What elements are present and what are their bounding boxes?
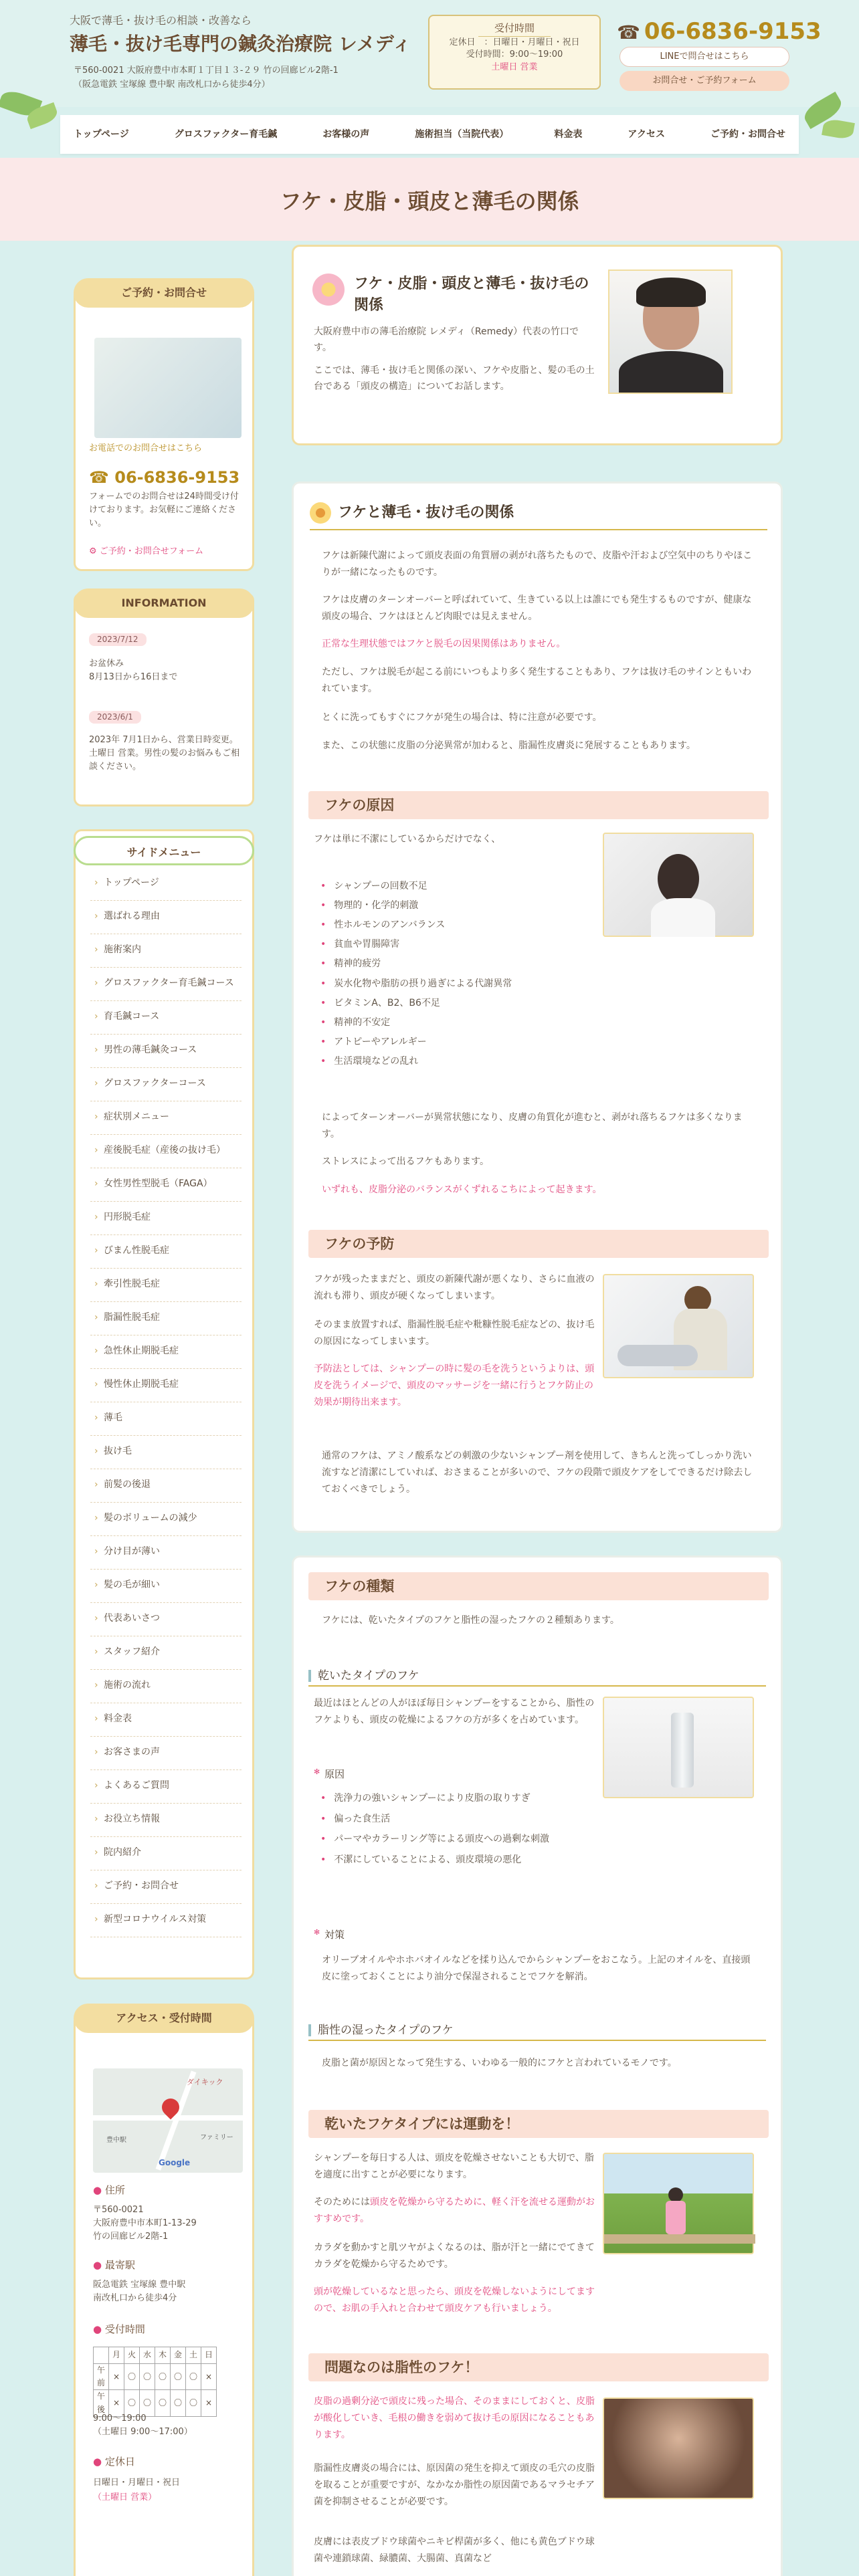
list-item: • パーマやカラーリング等による頭皮への過剰な刺激 xyxy=(320,1831,581,1848)
section-dandruff xyxy=(292,481,783,1533)
sidebar-menu-item[interactable]: › 代表あいさつ xyxy=(90,1603,242,1636)
info-text[interactable]: 2023年 7月1日から、営業日時変更。土曜日 営業。男性の髪のお悩みもご相談ください。 xyxy=(89,735,240,772)
body-text: また、この状態に皮脂の分泌異常が加わると、脂漏性皮膚炎に発展することもあります。 xyxy=(322,740,696,751)
contact-form-link[interactable] xyxy=(89,545,203,558)
schedule-cell: 日 xyxy=(201,2347,217,2364)
hours-time: 受付時間：9:00～19:00 xyxy=(466,49,563,60)
schedule-cell: × xyxy=(109,2390,124,2416)
path-shape xyxy=(604,2234,755,2244)
reception-photo xyxy=(94,338,242,438)
sidebar-contact-title: ご予約・お問合せ xyxy=(74,278,254,308)
sidebar-address: 〒560-0021 大阪府豊中市本町1-13-29 竹の回廊ビル2階-1 xyxy=(93,2205,197,2242)
list-item: • 精神的不安定 xyxy=(320,1013,512,1033)
sidebar-menu-title: サイドメニュー xyxy=(74,836,254,865)
cause-heading: ✻ 原因 xyxy=(314,1766,345,1782)
body-text xyxy=(314,2194,595,2228)
sidebar-menu-item[interactable]: › トップページ xyxy=(90,867,242,901)
shoulder-shape xyxy=(619,351,723,393)
list-item: • 不潔にしていることによる、頭皮環境の悪化 xyxy=(320,1852,581,1868)
intro-title: フケ・皮脂・頭皮と薄毛・抜け毛の関係 xyxy=(354,276,589,314)
sidebar-phone[interactable] xyxy=(89,465,240,490)
info-item xyxy=(89,633,147,647)
list-item: • 物理的・化学的刺激 xyxy=(320,896,512,916)
sidebar-menu-item[interactable]: › 選ばれる理由 xyxy=(90,901,242,934)
sidebar-menu-item[interactable]: › 施術の流れ xyxy=(90,1670,242,1703)
schedule-cell: 〇 xyxy=(124,2364,140,2390)
sidebar-menu-item[interactable]: › 新型コロナウイルス対策 xyxy=(90,1904,242,1937)
map-google-logo: Google xyxy=(159,2158,191,2167)
schedule-cell: 〇 xyxy=(140,2364,155,2390)
sidebar-contact-box xyxy=(74,288,254,571)
body-text: とくに洗ってもすぐにフケが発生の場合は、特に注意が必要です。 xyxy=(322,712,602,723)
subsection-title: 乾いたフケタイプには運動を！ xyxy=(308,2110,769,2138)
map-label: 豊中駅 xyxy=(106,2137,126,2144)
station-heading xyxy=(93,2257,135,2273)
sidebar-phone-number: 06-6836-9153 xyxy=(114,468,240,487)
list-item: • 炭水化物や脂肪の摂り過ぎによる代謝異常 xyxy=(320,974,512,994)
subsection-title: 問題なのは脂性のフケ！ xyxy=(308,2353,769,2381)
schedule-header-row xyxy=(94,2347,217,2364)
body-text: 通常のフケは、アミノ酸系などの刺激の少ないシャンプー剤を使用して、きちんと洗ってしっかり洗い流すなど清潔にしていれば、おさまることが多いので、フケの段階で頭皮ケアをしてできるだけ除去しておくべきでしょう。 xyxy=(322,1451,753,1495)
body-text: フケには、乾いたタイプのフケと脂性の湿ったフケの２種類あります。 xyxy=(322,1615,619,1626)
address-heading xyxy=(93,2182,125,2198)
sidebar-menu-item[interactable]: › スタッフ紹介 xyxy=(90,1636,242,1670)
woman-photo xyxy=(603,833,754,937)
schedule-cell: 〇 xyxy=(186,2364,201,2390)
schedule-cell: 午後 xyxy=(94,2390,109,2416)
list-item: • ビタミンA、B2、B6不足 xyxy=(320,994,512,1013)
highlight-text: 正常な生理状態ではフケと脱毛の因果関係はありません。 xyxy=(322,639,566,649)
sidebar-menu-item[interactable]: › お客さまの声 xyxy=(90,1737,242,1770)
phone-icon: ☎ xyxy=(617,21,640,43)
schedule-cell: 木 xyxy=(155,2347,171,2364)
highlight-text: 頭が乾燥しているなと思ったら、頭皮を乾燥しないようにしてますので、お肌の手入れと合わせて頭皮ケアも行いましょう。 xyxy=(314,2286,595,2315)
header-phone-number: 06-6836-9153 xyxy=(644,18,822,45)
list-item: • 偏った食生活 xyxy=(320,1811,581,1828)
site-header xyxy=(0,0,859,107)
divider xyxy=(310,529,767,530)
sidebar-menu-box xyxy=(74,829,254,1979)
schedule-cell xyxy=(94,2347,109,2364)
hours-note: 土曜日 営業 xyxy=(491,62,538,73)
map-label: ダイキック xyxy=(187,2078,223,2086)
nav-item-growth-factor[interactable]: グロスファクター育毛鍼 xyxy=(174,128,278,140)
contact-form-link-label: ご予約・お問合せフォーム xyxy=(99,546,204,556)
subsection-title: フケの原因 xyxy=(308,791,769,819)
contact-form-button[interactable]: お問合せ・ご予約フォーム xyxy=(619,71,789,91)
closed-heading-label: 定休日 xyxy=(104,2456,135,2468)
body-text: フケは新陳代謝によって頭皮表面の角質層の剥がれ落ちたもので、皮脂や汗および空気中のちりやほこりが一緒になったものです。 xyxy=(322,550,753,578)
representative-photo xyxy=(608,270,733,394)
sidebar-menu-item[interactable]: › 髪のボリュームの減少 xyxy=(90,1503,242,1536)
contact-note: フォームでのお問合せは24時間受け付けております。お気軽にご連絡ください。 xyxy=(89,492,239,529)
highlight-text: いずれも、皮脂分泌のバランスがくずれるこちによって起きます。 xyxy=(322,1184,602,1195)
body-text: 最近はほとんどの人がほぼ毎日シャンプーをすることから、脂性のフケよりも、頭皮の乾燥によるフケの方が多くを占めています。 xyxy=(314,1698,595,1726)
hours-closed: 定休日 ：日曜日・月曜日・祝日 xyxy=(449,37,580,47)
body-text: 皮膚には表皮ブドウ球菌やニキビ桿菌が多く、他にも黄色ブドウ球菌や連鎖球菌、緑膿菌、大腸菌、真菌など xyxy=(314,2537,595,2565)
intro-text: 大阪府豊中市の薄毛治療院 レメディ（Remedy）代表の竹口です。 xyxy=(314,326,579,353)
sidebar-menu-item[interactable]: › お役立ち情報 xyxy=(90,1804,242,1837)
sidebar-menu-item[interactable]: › 育毛鍼コース xyxy=(90,1001,242,1035)
sidebar-info-box xyxy=(74,593,254,807)
body-text: ただし、フケは脱毛が起こる前にいつもより多く発生することもあり、フケは抜け毛のサインともいわれています。 xyxy=(322,667,752,695)
jogging-photo xyxy=(603,2153,754,2254)
body-text: フケは単に不潔にしているからだけでなく、 xyxy=(314,834,501,845)
list-item: • 生活環境などの乱れ xyxy=(320,1052,512,1071)
schedule-cell: 〇 xyxy=(171,2390,186,2416)
sidebar-menu-item[interactable]: › 円形脱毛症 xyxy=(90,1202,242,1235)
sidebar-menu-item[interactable]: › よくあるご質問 xyxy=(90,1770,242,1804)
sidebar-hours: 9:00～19:00 （土曜日 9:00～17:00） xyxy=(93,2413,193,2438)
body-text: カラダを動かすと肌ツヤがよくなるのは、脂が汗と一緒にでてきてカラダを乾燥から守るためです。 xyxy=(314,2242,595,2270)
hair-shape xyxy=(658,854,699,903)
flower-icon xyxy=(310,502,331,524)
schedule-cell: × xyxy=(201,2390,217,2416)
station-heading-label: 最寄駅 xyxy=(104,2259,135,2271)
dry-cause-list xyxy=(320,1790,581,1868)
map-label: ファミリー xyxy=(200,2134,233,2141)
section-title: フケの種類 xyxy=(308,1572,769,1600)
intro-card xyxy=(292,245,783,445)
list-item: • シャンプーの回数不足 xyxy=(320,877,512,896)
highlight-text: 皮脂の過剰分泌で頭皮に残った場合、そのままにしておくと、皮脂が酸化していき、毛根の働きを弱めて抜け毛の原因になることもあります。 xyxy=(314,2396,595,2441)
section-dandruff-types xyxy=(292,1555,783,2576)
sidebar-menu-item[interactable]: › 分け目が薄い xyxy=(90,1536,242,1570)
head-shape xyxy=(668,2187,683,2202)
body-text: によってターンオーバーが異常状態になり、皮膚の角質化が進むと、剥がれ落ちるフケは多くなります。 xyxy=(322,1112,743,1140)
highlight-text: 予防法としては、シャンプーの時に髪の毛を洗うというよりは、頭皮を洗うイメージで、頭皮のマッサージを一緒に行うとフケ防止の効果が期待出来ます。 xyxy=(314,1364,595,1408)
sidebar-access-box xyxy=(74,2013,254,2576)
schedule-cell: 〇 xyxy=(171,2364,186,2390)
body-text: 皮脂と菌が原因となって発生する、いわゆる一般的にフケと言われているモノです。 xyxy=(322,2058,677,2068)
nav-item-top[interactable]: トップページ xyxy=(74,128,129,140)
hair-shape xyxy=(636,278,706,307)
nav-item-staff[interactable]: 施術担当（当院代表） xyxy=(415,128,509,140)
nav-item-contact[interactable]: ご予約・お問合せ xyxy=(710,128,785,140)
body-text: そのまま放置すれば、脂漏性脱毛症や粃糠性脱毛症などの、抜け毛の原因になってしまいます。 xyxy=(314,1319,595,1348)
header-hours-box xyxy=(428,15,601,90)
schedule-cell: × xyxy=(201,2364,217,2390)
list-item: • アトピーやアレルギー xyxy=(320,1033,512,1052)
sidebar-info-title: INFORMATION xyxy=(74,588,254,618)
bottle-photo xyxy=(603,1697,754,1798)
schedule-cell: 〇 xyxy=(140,2390,155,2416)
body-text-span: そのためには xyxy=(314,2197,370,2208)
clock-icon: ● xyxy=(93,2323,102,2335)
list-item: • 性ホルモンのアンバランス xyxy=(320,916,512,935)
page-title: フケ・皮脂・頭皮と薄毛の関係 xyxy=(280,189,579,214)
info-date: 2023/7/12 xyxy=(89,633,147,646)
sidebar-menu-item[interactable]: › 髪の毛が細い xyxy=(90,1570,242,1603)
cause-list xyxy=(320,877,512,1071)
page-title-band xyxy=(0,158,859,241)
global-nav xyxy=(60,115,799,154)
line-contact-button[interactable]: LINEで問合せはこちら xyxy=(619,47,789,67)
sidebar-menu-item[interactable]: › 薄毛 xyxy=(90,1402,242,1436)
sidebar-menu-item[interactable]: › 急性休止期脱毛症 xyxy=(90,1335,242,1369)
body-text: シャンプーを毎日する人は、頭皮を乾燥させないことも大切で、脂を適度に出すことが必要になります。 xyxy=(314,2153,595,2181)
header-address xyxy=(74,64,339,92)
schedule-row xyxy=(94,2364,217,2390)
schedule-table xyxy=(93,2347,217,2417)
sidebar-closed: 日曜日・月曜日・祝日 xyxy=(93,2478,181,2488)
sidebar-menu-item[interactable]: › グロスファクター育毛鍼コース xyxy=(90,968,242,1001)
subsection-heading: 脂性の湿ったタイプのフケ xyxy=(308,2022,766,2041)
pin-icon: ● xyxy=(93,2184,102,2196)
schedule-cell: 〇 xyxy=(155,2364,171,2390)
schedule-cell: 金 xyxy=(171,2347,186,2364)
schedule-cell: 火 xyxy=(124,2347,140,2364)
body-text: フケが残ったままだと、頭皮の新陳代謝が悪くなり、さらに血液の流れも滞り、頭皮が硬くなってしまいます。 xyxy=(314,1274,595,1302)
sidebar-menu-item[interactable]: › 抜け毛 xyxy=(90,1436,242,1469)
list-item: • 精神的疲労 xyxy=(320,954,512,974)
sidebar-menu-item[interactable]: › 男性の薄毛鍼灸コース xyxy=(90,1035,242,1068)
bottle-shape xyxy=(671,1713,694,1788)
schedule-cell: 〇 xyxy=(124,2390,140,2416)
closed-heading xyxy=(93,2454,135,2470)
sidebar-menu-item[interactable]: › 女性男性型脱毛（FAGA） xyxy=(90,1168,242,1202)
schedule-cell: 土 xyxy=(186,2347,201,2364)
counter-heading: ✻ 対策 xyxy=(314,1927,345,1943)
schedule-cell: 〇 xyxy=(186,2390,201,2416)
schedule-cell: 水 xyxy=(140,2347,155,2364)
leaf-decoration xyxy=(822,118,855,140)
subsection-heading: 乾いたタイプのフケ xyxy=(308,1667,766,1687)
nav-item-voices[interactable]: お客様の声 xyxy=(322,128,370,140)
info-text[interactable]: お盆休み 8月13日から16日まで xyxy=(89,659,178,683)
schedule-cell: 午前 xyxy=(94,2364,109,2390)
body-text: オリーブオイルやホホバオイルなどを揉り込んでからシャンプーをおこなう。上記のオイルを、直接頭皮に塗っておくことにより油分で保湿されることでフケを解消。 xyxy=(322,1955,751,1983)
sidebar-menu-item[interactable]: › びまん性脱毛症 xyxy=(90,1235,242,1269)
sidebar-station: 阪急電鉄 宝塚線 豊中駅 南改札口から徒歩4分 xyxy=(93,2280,186,2304)
body-text: ストレスによって出るフケもあります。 xyxy=(322,1156,490,1167)
site-title[interactable]: 薄毛・抜け毛専門の鍼灸治療院 レメディ xyxy=(70,33,411,55)
address-heading-label: 住所 xyxy=(104,2184,125,2196)
sidebar-menu-item[interactable]: › 施術案内 xyxy=(90,934,242,968)
salon-photo xyxy=(603,1274,754,1378)
intro-text: ここでは、薄毛・抜け毛と関係の深い、フケや皮脂と、髪の毛の土台である「頭皮の構造」についてお話します。 xyxy=(314,365,595,392)
scalp-photo xyxy=(603,2397,754,2499)
sidebar-menu-item[interactable]: › 慢性休止期脱毛症 xyxy=(90,1369,242,1402)
shirt-shape xyxy=(651,898,715,937)
info-date: 2023/6/1 xyxy=(89,711,141,724)
body-text: 脂漏性皮膚炎の場合には、原因菌の発生を抑えて頭皮の毛穴の皮脂を取ることが重要ですが、なかなか脂性の原因菌であるマラセチア菌を抑制させることが必要です。 xyxy=(314,2463,595,2508)
sidebar-menu-item[interactable]: › 脂漏性脱毛症 xyxy=(90,1302,242,1335)
address-access-line: （阪急電鉄 宝塚線 豊中駅 南改札口から徒歩4分） xyxy=(74,79,270,90)
sidebar-closed-note: （土曜日 営業） xyxy=(93,2492,157,2502)
hours-heading xyxy=(93,2321,145,2337)
sidebar-menu-item[interactable]: › 牽引性脱毛症 xyxy=(90,1269,242,1302)
sidebar-menu-item[interactable]: › 産後脱毛症（産後の抜け毛） xyxy=(90,1135,242,1168)
access-map[interactable] xyxy=(93,2068,243,2173)
nav-item-price[interactable]: 料金表 xyxy=(554,128,583,140)
sidebar-menu-item[interactable]: › グロスファクターコース xyxy=(90,1068,242,1101)
schedule-cell: 〇 xyxy=(155,2390,171,2416)
phone-icon: ☎ xyxy=(89,468,115,487)
flower-icon xyxy=(312,274,345,306)
gear-icon: ⚙ xyxy=(89,546,100,556)
runner-shape xyxy=(666,2201,686,2234)
list-item: • 貧血や胃腸障害 xyxy=(320,935,512,954)
sidebar-menu-item[interactable]: › 症状別メニュー xyxy=(90,1101,242,1135)
sidebar-menu-item[interactable]: › 前髪の後退 xyxy=(90,1469,242,1503)
header-phone[interactable] xyxy=(617,13,822,49)
calendar-icon: ● xyxy=(93,2456,102,2468)
sidebar-menu-item[interactable]: › 料金表 xyxy=(90,1703,242,1737)
section-title: フケと薄毛・抜け毛の関係 xyxy=(338,504,514,521)
schedule-cell: × xyxy=(109,2364,124,2390)
sidebar-access-title: アクセス・受付時間 xyxy=(74,2004,254,2033)
body-text: フケは皮膚のターンオーバーと呼ばれていて、生きている以上は誰にでも発生するものですが、健康な頭皮の場合、フケはほとんど肉眼では見えません。 xyxy=(322,595,752,623)
nav-item-access[interactable]: アクセス xyxy=(628,128,665,140)
train-icon: ● xyxy=(93,2259,102,2271)
sidebar-menu-item[interactable]: › 院内紹介 xyxy=(90,1837,242,1870)
header-tagline: 大阪で薄毛・抜け毛の相談・改善なら xyxy=(70,14,252,27)
hours-heading-label: 受付時間 xyxy=(104,2323,145,2335)
schedule-cell: 月 xyxy=(109,2347,124,2364)
list-item: • 洗浄力の強いシャンプーにより皮脂の取りすぎ xyxy=(320,1790,581,1807)
hours-title: 受付時間 xyxy=(478,20,551,37)
chair-shape xyxy=(617,1345,698,1366)
info-item xyxy=(89,711,141,724)
contact-label: お電話でのお問合せはこちら xyxy=(89,443,203,453)
address-line: 〒560-0021 大阪府豊中市本町１丁目１３-２９ 竹の回廊ビル2階-1 xyxy=(74,66,339,76)
sidebar-menu-item[interactable]: › ご予約・お問合せ xyxy=(90,1870,242,1904)
subsection-title: フケの予防 xyxy=(308,1230,769,1258)
highlight-text: 頭皮を乾燥から守るために、軽く汗を流せる運動がおすすめです。 xyxy=(314,2197,595,2225)
